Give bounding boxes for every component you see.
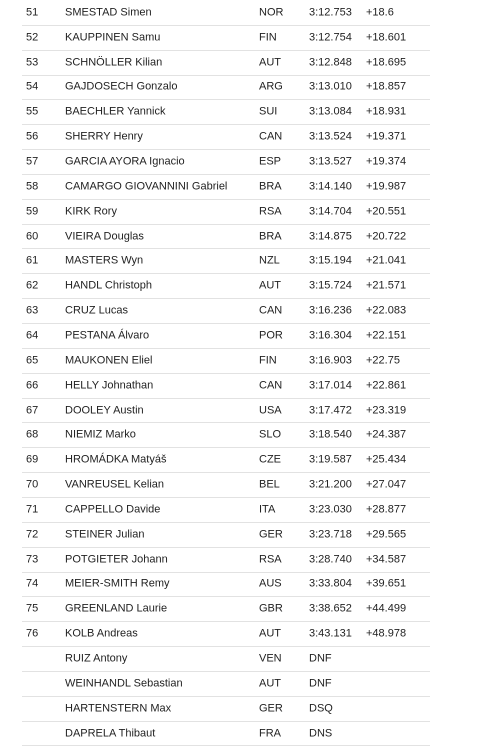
table-row xyxy=(22,697,430,722)
rank-cell: 74 xyxy=(26,577,39,590)
time-cell: DSQ xyxy=(309,702,333,715)
nation-cell: CZE xyxy=(259,453,281,466)
rider-name-cell: GREENLAND Laurie xyxy=(65,602,168,615)
rank-cell: 73 xyxy=(26,553,39,566)
nation-cell: SUI xyxy=(259,105,278,118)
time-cell: 3:16.236 xyxy=(309,304,352,317)
time-cell: 3:15.724 xyxy=(309,279,352,292)
gap-cell: +22.151 xyxy=(366,329,407,342)
time-cell: 3:16.304 xyxy=(309,329,352,342)
rank-cell: 55 xyxy=(26,105,39,118)
time-cell: 3:17.472 xyxy=(309,404,352,417)
table-row xyxy=(22,250,430,275)
table-row xyxy=(22,349,430,374)
nation-cell: ITA xyxy=(259,503,276,516)
time-cell: 3:13.084 xyxy=(309,105,352,118)
rank-cell: 52 xyxy=(26,31,39,44)
rider-name-cell: SMESTAD Simen xyxy=(65,6,152,19)
gap-cell: +29.565 xyxy=(366,528,407,541)
time-cell: 3:28.740 xyxy=(309,553,352,566)
rider-name-cell: NIEMIZ Marko xyxy=(65,428,136,441)
time-cell: 3:18.540 xyxy=(309,428,352,441)
rider-name-cell: HANDL Christoph xyxy=(65,279,153,292)
rider-name-cell: VIEIRA Douglas xyxy=(65,230,144,243)
time-cell: 3:43.131 xyxy=(309,627,352,640)
nation-cell: ARG xyxy=(259,80,283,93)
gap-cell: +18.6 xyxy=(366,6,394,19)
gap-cell: +18.931 xyxy=(366,105,407,118)
time-cell: 3:19.587 xyxy=(309,453,352,466)
time-cell: DNF xyxy=(309,652,332,665)
gap-cell: +19.987 xyxy=(366,180,407,193)
rank-cell: 70 xyxy=(26,478,39,491)
rider-name-cell: HELLY Johnathan xyxy=(65,379,154,392)
table-row xyxy=(22,225,430,250)
rider-name-cell: SCHNÖLLER Kilian xyxy=(65,56,163,69)
nation-cell: FIN xyxy=(259,354,277,367)
time-cell: 3:12.848 xyxy=(309,56,352,69)
nation-cell: BRA xyxy=(259,180,282,193)
rank-cell: 71 xyxy=(26,503,39,516)
gap-cell: +48.978 xyxy=(366,627,407,640)
rider-name-cell: HROMÁDKA Matyáš xyxy=(65,453,167,466)
nation-cell: AUT xyxy=(259,627,281,640)
gap-cell: +19.371 xyxy=(366,130,407,143)
rider-name-cell: GAJDOSECH Gonzalo xyxy=(65,80,178,93)
time-cell: 3:23.718 xyxy=(309,528,352,541)
table-row xyxy=(22,51,430,76)
nation-cell: CAN xyxy=(259,130,283,143)
table-row xyxy=(22,125,430,150)
rider-name-cell: BAECHLER Yannick xyxy=(65,105,166,118)
nation-cell: VEN xyxy=(259,652,282,665)
rank-cell: 60 xyxy=(26,230,39,243)
table-row xyxy=(22,1,430,26)
nation-cell: NOR xyxy=(259,6,284,19)
rank-cell: 63 xyxy=(26,304,39,317)
rider-name-cell: WEINHANDL Sebastian xyxy=(65,677,183,690)
nation-cell: BRA xyxy=(259,230,282,243)
rank-cell: 61 xyxy=(26,254,39,267)
nation-cell: SLO xyxy=(259,428,282,441)
table-row xyxy=(22,26,430,51)
gap-cell: +21.571 xyxy=(366,279,407,292)
rider-name-cell: MASTERS Wyn xyxy=(65,254,144,267)
gap-cell: +22.75 xyxy=(366,354,400,367)
rank-cell: 51 xyxy=(26,6,39,19)
table-row xyxy=(22,324,430,349)
gap-cell: +18.601 xyxy=(366,31,407,44)
nation-cell: ESP xyxy=(259,155,282,168)
table-row xyxy=(22,299,430,324)
table-row xyxy=(22,274,430,299)
table-row xyxy=(22,523,430,548)
table-row xyxy=(22,200,430,225)
nation-cell: CAN xyxy=(259,379,283,392)
table-row xyxy=(22,473,430,498)
table-row xyxy=(22,175,430,200)
rider-name-cell: KOLB Andreas xyxy=(65,627,138,640)
nation-cell: AUS xyxy=(259,577,282,590)
time-cell: DNF xyxy=(309,677,332,690)
gap-cell: +44.499 xyxy=(366,602,407,615)
gap-cell: +24.387 xyxy=(366,428,407,441)
table-row xyxy=(22,722,430,747)
nation-cell: POR xyxy=(259,329,283,342)
rider-name-cell: POTGIETER Johann xyxy=(65,553,168,566)
rank-cell: 75 xyxy=(26,602,39,615)
rider-name-cell: KAUPPINEN Samu xyxy=(65,31,161,44)
rank-cell: 58 xyxy=(26,180,39,193)
rank-cell: 65 xyxy=(26,354,39,367)
rank-cell: 67 xyxy=(26,404,39,417)
time-cell: 3:13.524 xyxy=(309,130,352,143)
time-cell: 3:13.010 xyxy=(309,80,352,93)
rank-cell: 57 xyxy=(26,155,39,168)
rank-cell: 56 xyxy=(26,130,39,143)
gap-cell: +18.695 xyxy=(366,56,407,69)
gap-cell: +25.434 xyxy=(366,453,407,466)
rider-name-cell: SHERRY Henry xyxy=(65,130,143,143)
rider-name-cell: CAMARGO GIOVANNINI Gabriel xyxy=(65,180,228,193)
rider-name-cell: RUIZ Antony xyxy=(65,652,128,665)
rank-cell: 54 xyxy=(26,80,39,93)
table-row xyxy=(22,423,430,448)
table-row xyxy=(22,498,430,523)
time-cell: 3:21.200 xyxy=(309,478,352,491)
time-cell: 3:14.140 xyxy=(309,180,352,193)
table-row xyxy=(22,672,430,697)
rank-cell: 66 xyxy=(26,379,39,392)
time-cell: 3:14.704 xyxy=(309,205,352,218)
rider-name-cell: DAPRELA Thibaut xyxy=(65,727,156,740)
rank-cell: 62 xyxy=(26,279,39,292)
nation-cell: BEL xyxy=(259,478,280,491)
gap-cell: +20.551 xyxy=(366,205,407,218)
gap-cell: +22.083 xyxy=(366,304,407,317)
nation-cell: AUT xyxy=(259,677,281,690)
table-row xyxy=(22,374,430,399)
nation-cell: CAN xyxy=(259,304,283,317)
time-cell: 3:14.875 xyxy=(309,230,352,243)
rider-name-cell: CRUZ Lucas xyxy=(65,304,128,317)
rank-cell: 76 xyxy=(26,627,39,640)
rank-cell: 64 xyxy=(26,329,39,342)
gap-cell: +28.877 xyxy=(366,503,407,516)
gap-cell: +21.041 xyxy=(366,254,407,267)
time-cell: 3:23.030 xyxy=(309,503,352,516)
nation-cell: GBR xyxy=(259,602,283,615)
rider-name-cell: GARCIA AYORA Ignacio xyxy=(65,155,185,168)
nation-cell: AUT xyxy=(259,56,281,69)
time-cell: 3:15.194 xyxy=(309,254,352,267)
gap-cell: +23.319 xyxy=(366,404,407,417)
rider-name-cell: DOOLEY Austin xyxy=(65,404,144,417)
nation-cell: GER xyxy=(259,528,283,541)
nation-cell: FIN xyxy=(259,31,277,44)
rank-cell: 59 xyxy=(26,205,39,218)
table-row xyxy=(22,548,430,573)
table-row xyxy=(22,76,430,101)
rider-name-cell: MAUKONEN Eliel xyxy=(65,354,153,367)
rider-name-cell: KIRK Rory xyxy=(65,205,117,218)
gap-cell: +34.587 xyxy=(366,553,407,566)
table-row xyxy=(22,399,430,424)
rider-name-cell: STEINER Julian xyxy=(65,528,145,541)
time-cell: 3:38.652 xyxy=(309,602,352,615)
rider-name-cell: MEIER-SMITH Remy xyxy=(65,577,170,590)
rider-name-cell: PESTANA Álvaro xyxy=(65,329,150,342)
rank-cell: 69 xyxy=(26,453,39,466)
table-row xyxy=(22,647,430,672)
table-row xyxy=(22,100,430,125)
gap-cell: +19.374 xyxy=(366,155,407,168)
table-row xyxy=(22,573,430,598)
rank-cell: 72 xyxy=(26,528,39,541)
time-cell: 3:33.804 xyxy=(309,577,352,590)
gap-cell: +22.861 xyxy=(366,379,407,392)
nation-cell: NZL xyxy=(259,254,280,267)
time-cell: 3:12.754 xyxy=(309,31,352,44)
time-cell: DNS xyxy=(309,727,333,740)
gap-cell: +39.651 xyxy=(366,577,407,590)
time-cell: 3:13.527 xyxy=(309,155,352,168)
table-row xyxy=(22,622,430,647)
rank-cell: 68 xyxy=(26,428,39,441)
time-cell: 3:17.014 xyxy=(309,379,352,392)
rider-name-cell: HARTENSTERN Max xyxy=(65,702,172,715)
rider-name-cell: VANREUSEL Kelian xyxy=(65,478,165,491)
table-row xyxy=(22,150,430,175)
gap-cell: +18.857 xyxy=(366,80,407,93)
table-row xyxy=(22,448,430,473)
rank-cell: 53 xyxy=(26,56,39,69)
gap-cell: +27.047 xyxy=(366,478,407,491)
nation-cell: RSA xyxy=(259,205,282,218)
gap-cell: +20.722 xyxy=(366,230,407,243)
nation-cell: FRA xyxy=(259,727,281,740)
rider-name-cell: CAPPELLO Davide xyxy=(65,503,161,516)
nation-cell: GER xyxy=(259,702,283,715)
nation-cell: RSA xyxy=(259,553,282,566)
table-row xyxy=(22,597,430,622)
nation-cell: USA xyxy=(259,404,282,417)
time-cell: 3:16.903 xyxy=(309,354,352,367)
time-cell: 3:12.753 xyxy=(309,6,352,19)
nation-cell: AUT xyxy=(259,279,281,292)
